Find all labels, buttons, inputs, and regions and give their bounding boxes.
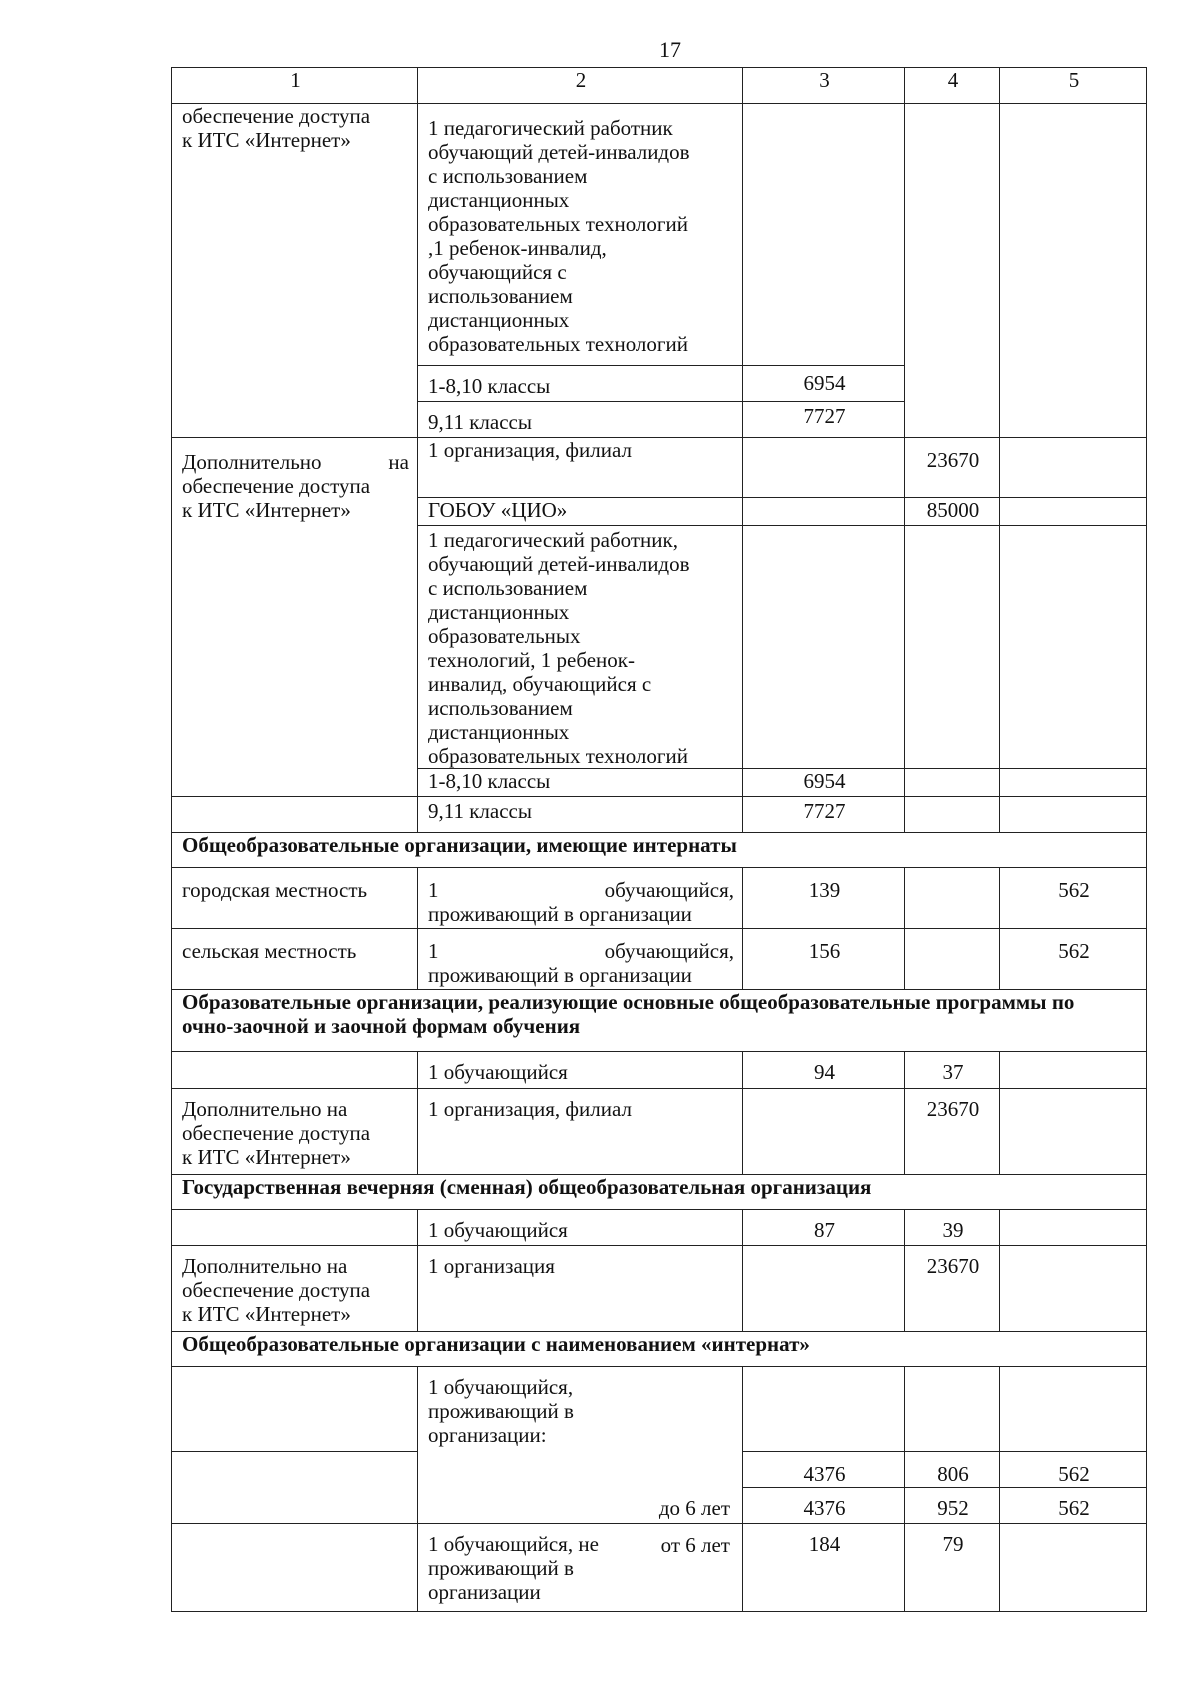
row-description: 1 педагогический работник, обучающий детей-инвалидов с использованием дистанционных образовательных технологий, 1 ребенок- инвалид, обучающийся с использованием дистанционных образовательных технологий [418,526,743,769]
cell-empty [905,104,1000,438]
row-label-additional-internet: Дополнительно на обеспечение доступа к ИТС «Интернет» [172,1246,418,1332]
section-header-row [172,1175,1147,1210]
row-label-resident: 1 обучающийся, проживающий в организации: [418,1367,743,1524]
cell-empty [172,1210,418,1246]
column-header-5: 5 [1000,68,1147,104]
cell-empty [743,498,905,526]
label-line: обеспечение доступа к ИТС «Интернет» [182,474,371,522]
column-header-4: 4 [905,68,1000,104]
table-row [172,1089,1147,1175]
cell-empty [1000,797,1147,833]
cell-value-col5: 562 [1000,1452,1147,1488]
cell-value-col3: 6954 [743,769,905,797]
cell-value-col4: 806 [905,1452,1000,1488]
column-header-1: 1 [172,68,418,104]
cell-value-col3: 94 [743,1052,905,1089]
row-description: 1 организация [418,1246,743,1332]
cell-value-col3: 4376 [743,1452,905,1488]
cell-empty [1000,1246,1147,1332]
cell-empty [743,526,905,769]
cell-value-col4: 23670 [905,1246,1000,1332]
cell-empty [1000,526,1147,769]
age-label-over-6: от 6 лет [660,1533,730,1557]
cell-empty [1000,438,1147,498]
section-title-evening: Государственная вечерняя (сменная) общеобразовательная организация [172,1175,1147,1210]
cell-empty [1000,1524,1147,1612]
age-label-under-6: до 6 лет [658,1496,730,1520]
cell-empty [172,1524,418,1612]
desc-line: проживающий в организации [428,963,692,987]
row-description: 1 организация, филиал [418,1089,743,1175]
table-row [172,1052,1147,1089]
cell-value-col4 [905,929,1000,990]
row-description: 1 организация, филиал [418,438,743,498]
row-description: 1 педагогический работник обучающий детей-инвалидов с использованием дистанционных образовательных технологий ,1 ребенок-инвалид, обучающийся с использованием дистанционных образовательных технологий [418,104,743,366]
cell-value-col4: 85000 [905,498,1000,526]
cell-value-col3: 156 [743,929,905,990]
row-label-grades: 9,11 классы [418,797,743,833]
cell-empty [1000,1052,1147,1089]
cell-empty [1000,104,1147,438]
desc-line: 1 обучающийся, [428,939,734,963]
cell-empty [1000,1367,1147,1452]
allocation-table [171,67,1147,1612]
cell-empty [743,104,905,366]
cell-empty [1000,1089,1147,1175]
cell-value-col4: 39 [905,1210,1000,1246]
row-label-additional-internet [172,438,418,797]
cell-value-col3: 87 [743,1210,905,1246]
table-row [172,104,1147,366]
row-description: ГОБОУ «ЦИО» [418,498,743,526]
column-header-2: 2 [418,68,743,104]
section-title-internat: Общеобразовательные организации, имеющие интернаты [172,833,1147,868]
cell-empty [743,1089,905,1175]
table-row [172,929,1147,990]
section-header-row [172,1332,1147,1367]
row-description [418,929,743,990]
row-label-internet-access: обеспечение доступа к ИТС «Интернет» [172,104,418,438]
cell-value-col4 [905,868,1000,929]
row-label-additional-internet: Дополнительно на обеспечение доступа к ИТС «Интернет» [172,1089,418,1175]
cell-value-col4: 37 [905,1052,1000,1089]
cell-value-col3: 7727 [743,402,905,438]
row-label-grades: 1-8,10 классы [418,769,743,797]
cell-value-col3: 184 [743,1524,905,1612]
row-label-nonresident: 1 обучающийся, не проживающий в организации [418,1524,743,1612]
table-row [172,868,1147,929]
cell-value-col5: 562 [1000,868,1147,929]
table-row [172,438,1147,498]
column-header-3: 3 [743,68,905,104]
cell-empty [172,797,418,833]
cell-value-col3: 6954 [743,366,905,402]
desc-line: проживающий в организации [428,902,692,926]
cell-empty [1000,1210,1147,1246]
section-title-zaochn: Образовательные организации, реализующие основные общеобразовательные программы по очно-заочной и заочной формам обучения [172,990,1147,1052]
label-line: Дополнительно на [182,450,409,474]
cell-empty [743,1246,905,1332]
cell-value-col3: 4376 [743,1488,905,1524]
cell-value-col5: 562 [1000,929,1147,990]
cell-empty [172,1052,418,1089]
desc-line: 1 обучающийся, [428,878,734,902]
row-label-rural: сельская местность [172,929,418,990]
table-row [172,797,1147,833]
cell-empty [905,526,1000,769]
cell-value-col4: 23670 [905,1089,1000,1175]
table-row [172,1210,1147,1246]
cell-empty [905,769,1000,797]
cell-empty [172,1367,418,1452]
row-description [418,868,743,929]
row-label-grades: 1-8,10 классы [418,366,743,402]
cell-empty [172,1452,418,1524]
table-header-row [172,68,1147,104]
cell-value-col4: 23670 [905,438,1000,498]
cell-value-col3: 139 [743,868,905,929]
row-label-urban: городская местность [172,868,418,929]
row-label-grades: 9,11 классы [418,402,743,438]
cell-empty [905,1367,1000,1452]
page-number: 17 [659,37,681,62]
section-title-named-internat: Общеобразовательные организации с наименованием «интернат» [172,1332,1147,1367]
cell-value-col5: 562 [1000,1488,1147,1524]
section-header-row [172,833,1147,868]
table-row [172,1246,1147,1332]
row-description: 1 обучающийся [418,1052,743,1089]
cell-empty [743,1367,905,1452]
cell-empty [1000,769,1147,797]
cell-empty [1000,498,1147,526]
cell-value-col3: 7727 [743,797,905,833]
cell-empty [743,438,905,498]
cell-empty [905,797,1000,833]
cell-value-col4: 79 [905,1524,1000,1612]
table-row [172,1367,1147,1452]
cell-value-col4: 952 [905,1488,1000,1524]
row-description: 1 обучающийся [418,1210,743,1246]
section-header-row [172,990,1147,1052]
